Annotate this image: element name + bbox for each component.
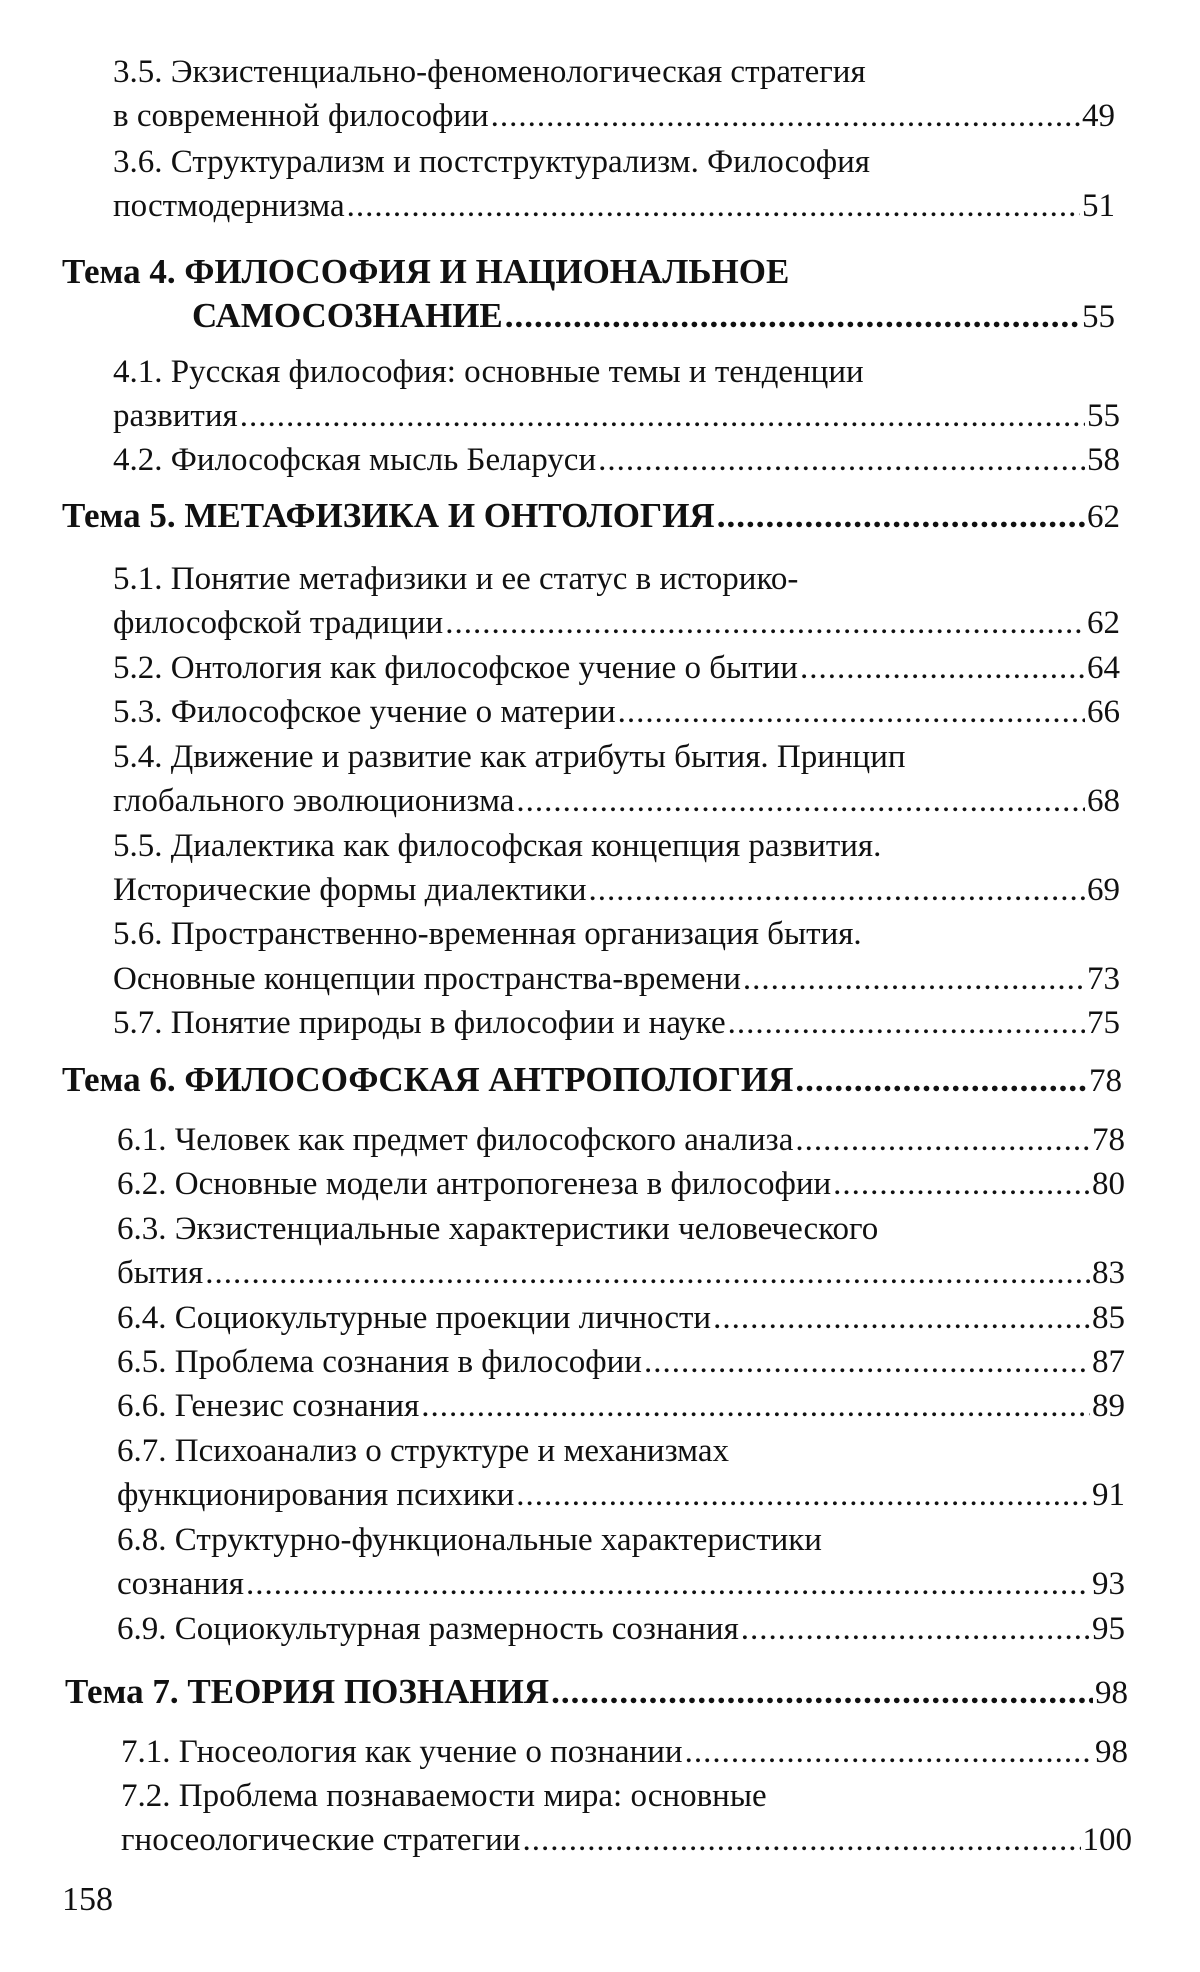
- toc-entry-text: 6.9. Социокультурная размерность сознания: [117, 1611, 739, 1647]
- toc-page-number: 78: [1089, 1063, 1122, 1099]
- toc-page-number: 68: [1087, 783, 1120, 819]
- toc-entry-text: 6.8. Структурно-функциональные характеристики: [117, 1522, 822, 1558]
- toc-page-number: 64: [1087, 650, 1120, 686]
- dot-leader: [795, 1118, 1090, 1162]
- toc-topic-line: [62, 1058, 1122, 1102]
- dot-leader: [240, 394, 1085, 438]
- toc-entry-line: [113, 557, 1120, 601]
- toc-entry-text: 6.5. Проблема сознания в философии: [117, 1344, 642, 1380]
- toc-entry-line: [113, 601, 1120, 645]
- toc-entry-text: в современной философии: [113, 98, 489, 134]
- toc-entry-text: Тема 5. МЕТАФИЗИКА И ОНТОЛОГИЯ: [62, 496, 715, 535]
- toc-entry-text: 5.1. Понятие метафизики и ее статус в историко-: [113, 561, 799, 597]
- toc-entry-line: [113, 394, 1120, 438]
- toc-entry-line: [117, 1384, 1125, 1428]
- toc-entry-text: сознания: [117, 1566, 244, 1602]
- dot-leader: [347, 184, 1080, 228]
- toc-entry-text: 4.2. Философская мысль Беларуси: [113, 442, 597, 478]
- toc-entry-line: [113, 140, 1115, 184]
- toc-page-number: 98: [1095, 1675, 1128, 1711]
- toc-entry-line: [121, 1730, 1128, 1774]
- toc-page-number: 73: [1087, 961, 1120, 997]
- toc-entry-line: [117, 1162, 1125, 1206]
- toc-entry-line: [113, 690, 1120, 734]
- dot-leader: [833, 1162, 1090, 1206]
- toc-page-number: 75: [1087, 1005, 1120, 1041]
- dot-leader: [589, 868, 1086, 912]
- toc-entry-text: 3.6. Структурализм и постструктурализм. Философия: [113, 144, 870, 180]
- toc-entry-line: [113, 1001, 1120, 1045]
- toc-page-number: 95: [1092, 1611, 1125, 1647]
- dot-leader: [205, 1251, 1090, 1295]
- dot-leader: [795, 1058, 1087, 1102]
- toc-entry-text: Тема 7. ТЕОРИЯ ПОЗНАНИЯ: [65, 1672, 550, 1711]
- toc-entry-line: [121, 1774, 1128, 1818]
- dot-leader: [800, 646, 1085, 690]
- toc-entry-line: [113, 735, 1120, 779]
- toc-entry-text: развития: [113, 398, 238, 434]
- dot-leader: [505, 294, 1080, 338]
- dot-leader: [516, 779, 1085, 823]
- toc-entry-line: [113, 94, 1115, 138]
- toc-entry-line: [117, 1296, 1125, 1340]
- toc-entry-line: [117, 1118, 1125, 1162]
- toc-topic-line: [65, 1670, 1128, 1714]
- toc-entry-line: [117, 1473, 1125, 1517]
- dot-leader: [522, 1818, 1080, 1862]
- toc-entry-line: [113, 350, 1120, 394]
- dot-leader: [717, 494, 1085, 538]
- toc-entry-text: 5.6. Пространственно-временная организация бытия.: [113, 916, 862, 952]
- toc-entry-text: 5.3. Философское учение о материи: [113, 694, 616, 730]
- dot-leader: [598, 438, 1085, 482]
- toc-entry-line: [113, 438, 1120, 482]
- toc-entry-text: философской традиции: [113, 605, 444, 641]
- toc-entry-line: [117, 1518, 1125, 1562]
- toc-page-number: 91: [1092, 1477, 1125, 1513]
- toc-page-number: 66: [1087, 694, 1120, 730]
- toc-entry-line: [113, 50, 1115, 94]
- toc-entry-text: 4.1. Русская философия: основные темы и тенденции: [113, 354, 864, 390]
- toc-topic-line: [62, 250, 1115, 294]
- dot-leader: [743, 957, 1085, 1001]
- dot-leader: [246, 1562, 1090, 1606]
- toc-entry-text: Тема 4. ФИЛОСОФИЯ И НАЦИОНАЛЬНОЕ: [62, 252, 790, 291]
- toc-entry-line: [117, 1607, 1125, 1651]
- toc-page-number: 55: [1082, 299, 1115, 335]
- toc-entry-line: [113, 646, 1120, 690]
- dot-leader: [421, 1384, 1090, 1428]
- toc-entry-text: бытия: [117, 1255, 204, 1291]
- toc-entry-line: [113, 184, 1115, 228]
- toc-page-number: 80: [1092, 1166, 1125, 1202]
- toc-page-number: 55: [1087, 398, 1120, 434]
- toc-entry-text: функционирования психики: [117, 1477, 515, 1513]
- toc-page-number: 51: [1082, 188, 1115, 224]
- toc-entry-text: 5.2. Онтология как философское учение о бытии: [113, 650, 798, 686]
- toc-entry-text: 7.2. Проблема познаваемости мира: основные: [121, 1778, 767, 1814]
- toc-entry-line: [113, 912, 1120, 956]
- toc-page-number: 78: [1092, 1122, 1125, 1158]
- toc-page-number: 98: [1095, 1734, 1128, 1770]
- dot-leader: [618, 690, 1085, 734]
- dot-leader: [644, 1340, 1090, 1384]
- toc-entry-line: [113, 957, 1120, 1001]
- toc-entry-text: постмодернизма: [113, 188, 345, 224]
- toc-entry-text: 5.5. Диалектика как философская концепция развития.: [113, 828, 882, 864]
- dot-leader: [491, 94, 1080, 138]
- toc-entry-text: 6.7. Психоанализ о структуре и механизмах: [117, 1433, 729, 1469]
- toc-entry-line: [117, 1207, 1125, 1251]
- toc-entry-text: 6.4. Социокультурные проекции личности: [117, 1300, 712, 1336]
- toc-entry-text: глобального эволюционизма: [113, 783, 515, 819]
- dot-leader: [516, 1473, 1090, 1517]
- toc-entry-text: 6.1. Человек как предмет философского анализа: [117, 1122, 794, 1158]
- toc-entry-text: 6.6. Генезис сознания: [117, 1388, 420, 1424]
- toc-entry-text: 5.7. Понятие природы в философии и науке: [113, 1005, 726, 1041]
- toc-page-number: 49: [1082, 98, 1115, 134]
- toc-topic-line: [192, 294, 1115, 338]
- toc-entry-text: САМОСОЗНАНИЕ: [192, 296, 503, 335]
- toc-entry-line: [117, 1340, 1125, 1384]
- toc-page-number: 83: [1092, 1255, 1125, 1291]
- toc-topic-line: [62, 494, 1120, 538]
- toc-entry-text: 6.2. Основные модели антропогенеза в философии: [117, 1166, 832, 1202]
- toc-entry-line: [117, 1429, 1125, 1473]
- toc-entry-line: [113, 779, 1120, 823]
- toc-entry-line: [113, 868, 1120, 912]
- dot-leader: [551, 1670, 1093, 1714]
- toc-page-number: 58: [1087, 442, 1120, 478]
- dot-leader: [685, 1730, 1093, 1774]
- dot-leader: [741, 1607, 1090, 1651]
- toc-entry-line: [121, 1818, 1132, 1862]
- dot-leader: [445, 601, 1085, 645]
- toc-entry-text: 3.5. Экзистенциально-феноменологическая стратегия: [113, 54, 866, 90]
- toc-page-number: 89: [1092, 1388, 1125, 1424]
- toc-entry-text: 7.1. Гносеология как учение о познании: [121, 1734, 683, 1770]
- toc-page-number: 69: [1087, 872, 1120, 908]
- toc-entry-line: [117, 1251, 1125, 1295]
- toc-entry-text: гносеологические стратегии: [121, 1822, 521, 1858]
- toc-entry-line: [117, 1562, 1125, 1606]
- toc-page-number: 93: [1092, 1566, 1125, 1602]
- toc-entry-line: [113, 824, 1120, 868]
- dot-leader: [728, 1001, 1085, 1045]
- toc-page-number: 62: [1087, 605, 1120, 641]
- dot-leader: [713, 1296, 1090, 1340]
- toc-page-number: 100: [1082, 1822, 1132, 1858]
- toc-entry-text: Основные концепции пространства-времени: [113, 961, 741, 997]
- toc-page-number: 87: [1092, 1344, 1125, 1380]
- toc-page-number: 62: [1087, 499, 1120, 535]
- toc-page-number: 85: [1092, 1300, 1125, 1336]
- toc-entry-text: Тема 6. ФИЛОСОФСКАЯ АНТРОПОЛОГИЯ: [62, 1060, 794, 1099]
- page-number-footer: 158: [62, 1881, 113, 1918]
- toc-entry-text: 5.4. Движение и развитие как атрибуты бытия. Принцип: [113, 739, 906, 775]
- toc-entry-text: Исторические формы диалектики: [113, 872, 587, 908]
- toc-entry-text: 6.3. Экзистенциальные характеристики человеческого: [117, 1211, 879, 1247]
